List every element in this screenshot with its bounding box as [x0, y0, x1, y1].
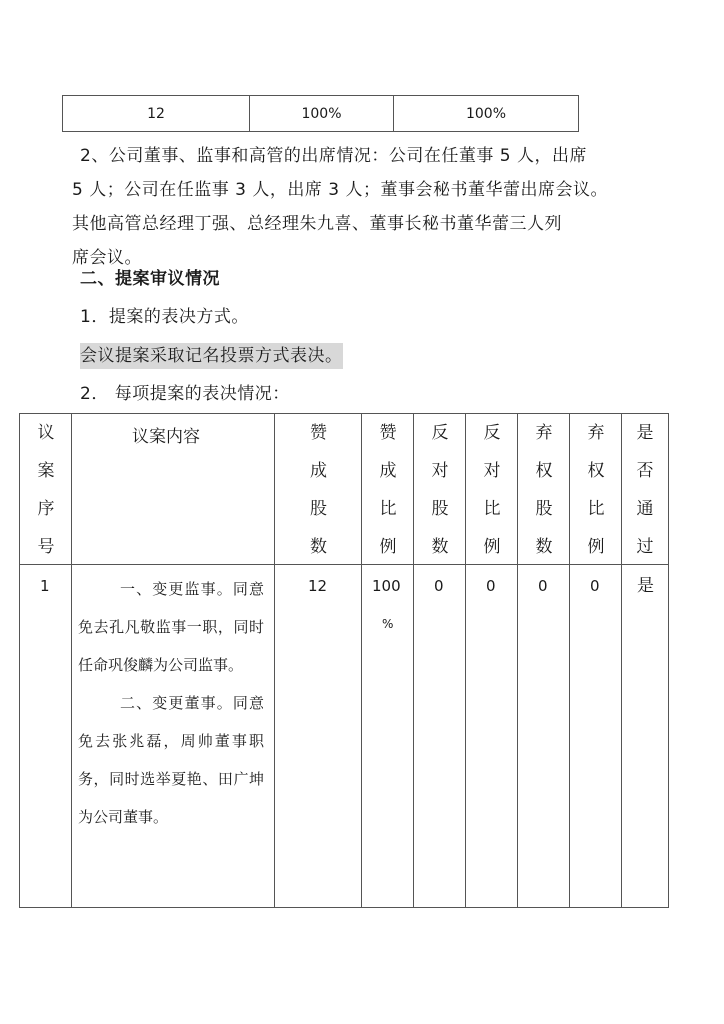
attendance-line-3: 其他高管总经理丁强、总经理朱九喜、董事长秘书董华蕾三人列: [72, 214, 562, 234]
header-against-ratio: 反 对 比 例: [483, 423, 501, 557]
vote-method-highlight: 会议提案采取记名投票方式表决。: [80, 343, 343, 369]
attendance-paragraph: [72, 139, 680, 275]
header-for-ratio: 赞 成 比 例: [379, 423, 397, 557]
row-abstain-shares: 0: [538, 577, 548, 595]
row-passed: 是: [637, 576, 654, 596]
row-against-shares: 0: [434, 577, 444, 595]
row-proposal-content: [78, 570, 264, 836]
section-title: 二、提案审议情况: [80, 269, 220, 289]
method-title: 1．提案的表决方式。: [80, 307, 249, 327]
proposal-item-1: 一、变更监事。同意免去孔凡敬监事一职，同时任命巩俊麟为公司监事。: [78, 580, 264, 674]
summary-cell-ratio: 100%: [250, 96, 394, 131]
row-abstain-ratio: 0: [590, 577, 600, 595]
each-proposal-title: 2． 每项提案的表决情况：: [80, 384, 290, 404]
summary-cell-ratio-total: 100%: [465, 105, 507, 122]
header-for-shares: 赞 成 股 数: [310, 423, 327, 557]
row-for-shares: 12: [308, 577, 328, 595]
header-against-shares: 反 对 股 数: [431, 423, 449, 557]
header-content: 议案内容: [132, 427, 200, 447]
vote-results-table: [19, 413, 669, 908]
vote-method-text: [80, 339, 680, 373]
summary-cell-shares: 12: [63, 96, 250, 131]
row-against-ratio: 0: [486, 577, 496, 595]
header-abstain-shares: 弃 权 股 数: [535, 423, 553, 557]
proposal-item-2: 二、变更董事。同意免去张兆磊，周帅董事职务，同时选举夏艳、田广坤为公司董事。: [78, 694, 264, 826]
row-for-ratio-percent: %: [382, 617, 394, 631]
summary-table-row: [62, 95, 579, 132]
row-for-ratio-number: 100: [372, 577, 401, 595]
header-abstain-ratio: 弃 权 比 例: [587, 423, 605, 557]
attendance-line-4: 席会议。: [72, 248, 142, 268]
attendance-line-2: 5 人；公司在任监事 3 人，出席 3 人；董事会秘书董华蕾出席会议。: [72, 180, 608, 200]
header-proposal-no: 议 案 序 号: [37, 423, 55, 557]
attendance-line-1: 2、公司董事、监事和高管的出席情况：公司在任董事 5 人，出席: [80, 146, 587, 166]
header-passed: 是 否 通 过: [636, 423, 654, 557]
row-proposal-no: 1: [40, 577, 50, 595]
